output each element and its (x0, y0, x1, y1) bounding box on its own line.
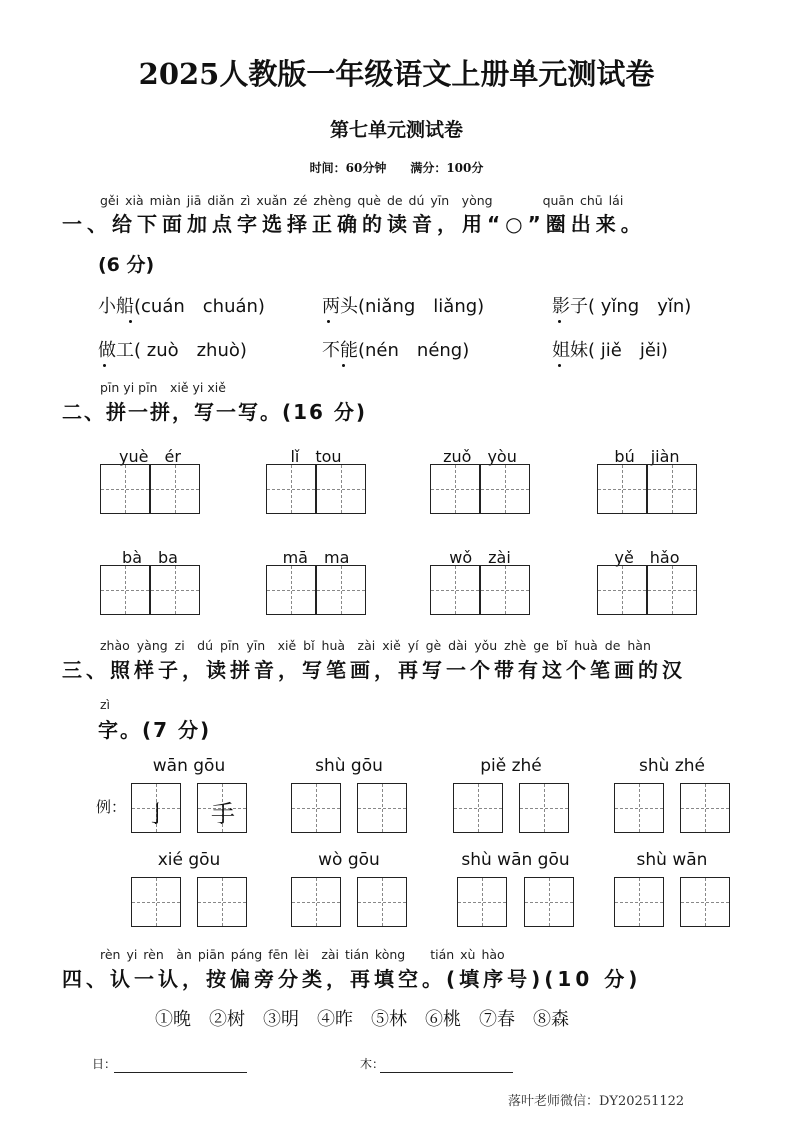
example-character: 手 (211, 800, 235, 828)
section1-score: (6 分) (98, 254, 155, 276)
writing-grid-box[interactable] (100, 464, 150, 514)
item-options[interactable]: (cuán chuán) (134, 296, 265, 317)
writing-grid-box[interactable] (316, 565, 366, 615)
item-4 (98, 336, 247, 362)
writing-grid-box[interactable] (597, 464, 647, 514)
item-5 (322, 336, 469, 362)
example-character: 亅 (145, 800, 169, 828)
stroke-name-label: piě zhé (480, 756, 542, 776)
stroke-name-label: shù zhé (639, 756, 705, 776)
writing-grid-box[interactable] (291, 877, 341, 927)
writing-grid-box[interactable] (357, 783, 407, 833)
item-word: 姐妹 (552, 340, 588, 361)
writing-grid-box[interactable] (100, 565, 150, 615)
writing-grid-box[interactable] (316, 464, 366, 514)
item-options[interactable]: ( yǐng yǐn) (588, 296, 692, 317)
item-options[interactable]: (niǎng liǎng) (358, 296, 485, 317)
item-options[interactable]: ( zuò zhuò) (134, 340, 247, 361)
pinyin-label: lǐ tou (290, 447, 342, 466)
section4-pinyin: rèn yi rèn àn piān páng fēn lèi zài tián kòng tián xù hào (100, 947, 505, 962)
section3-pinyin: zhào yàng zi dú pīn yīn xiě bǐ huà zài xiě yí gè dài yǒu zhè ge bǐ huà de hàn (100, 638, 651, 653)
page-title: 2025人教版一年级语文上册单元测试卷 (138, 57, 655, 91)
example-label: 例： (96, 798, 127, 816)
wood-radical-label: 木： (360, 1057, 385, 1071)
writing-grid-box[interactable] (197, 783, 247, 833)
section2-pinyin: pīn yi pīn xiě yi xiě (100, 380, 226, 395)
writing-grid-box[interactable] (614, 877, 664, 927)
writing-grid-box[interactable] (291, 783, 341, 833)
writing-grid-box[interactable] (597, 565, 647, 615)
writing-grid-box[interactable] (357, 877, 407, 927)
stroke-name-label: shù gōu (315, 756, 383, 776)
writing-grid-box[interactable] (614, 783, 664, 833)
section3-pinyin2: zì (100, 697, 111, 712)
writing-grid-box[interactable] (430, 565, 480, 615)
item-options[interactable]: ( jiě jěi) (588, 340, 668, 361)
pinyin-label: yuè ér (119, 447, 181, 466)
item-1 (98, 292, 265, 318)
writing-grid-box[interactable] (519, 783, 569, 833)
watermark: 落叶老师微信：DY20251122 (508, 1094, 685, 1109)
writing-grid-box[interactable] (680, 877, 730, 927)
sun-radical-answer-line[interactable] (114, 1071, 247, 1073)
section4-heading: 四、认一认，按偏旁分类，再填空。(填序号)(10 分) (62, 967, 642, 991)
writing-grid-box[interactable] (647, 565, 697, 615)
pinyin-label: wǒ zài (449, 548, 511, 567)
writing-grid-box[interactable] (680, 783, 730, 833)
stroke-name-label: shù wān (636, 850, 708, 870)
pinyin-label: zuǒ yòu (443, 447, 517, 466)
item-word: 做工 (98, 340, 134, 361)
stroke-name-label: shù wān gōu (461, 850, 570, 870)
section3-heading: 三、照样子，读拼音，写笔画，再写一个带有这个笔画的汉 (62, 658, 686, 682)
character-list: ①晚 ②树 ③明 ④昨 ⑤林 ⑥桃 ⑦春 ⑧森 (155, 1009, 569, 1030)
emphasis-dot (558, 320, 561, 323)
writing-grid-box[interactable] (150, 565, 200, 615)
item-word: 两头 (322, 296, 358, 317)
emphasis-dot (103, 364, 106, 367)
stroke-name-label: wān gōu (152, 756, 226, 776)
item-6 (552, 336, 668, 362)
writing-grid-box[interactable] (453, 783, 503, 833)
writing-grid-box[interactable] (524, 877, 574, 927)
emphasis-dot (558, 364, 561, 367)
pinyin-label: mā ma (282, 548, 350, 567)
emphasis-dot (129, 320, 132, 323)
writing-grid-box[interactable] (480, 565, 530, 615)
stroke-name-label: wò gōu (318, 850, 380, 870)
item-word: 小船 (98, 296, 134, 317)
writing-grid-box[interactable] (150, 464, 200, 514)
item-word: 不能 (322, 340, 358, 361)
pinyin-label: yě hǎo (614, 548, 680, 567)
item-3 (552, 292, 691, 318)
writing-grid-box[interactable] (266, 464, 316, 514)
exam-info: 时间：60分钟 满分：100分 (309, 161, 484, 175)
item-word: 影子 (552, 296, 588, 317)
unit-title: 第七单元测试卷 (329, 119, 463, 141)
writing-grid-box[interactable] (197, 877, 247, 927)
section2-heading: 二、拼一拼，写一写。(16 分) (62, 400, 368, 424)
writing-grid-box[interactable] (131, 783, 181, 833)
writing-grid-box[interactable] (131, 877, 181, 927)
writing-grid-box[interactable] (480, 464, 530, 514)
writing-grid-box[interactable] (647, 464, 697, 514)
pinyin-label: bú jiàn (614, 447, 680, 466)
emphasis-dot (342, 364, 345, 367)
section1-heading: 一、给下面加点字选择正确的读音，用“○”圈出来。 (62, 212, 646, 236)
pinyin-label: bà ba (122, 548, 178, 567)
emphasis-dot (327, 320, 330, 323)
writing-grid-box[interactable] (457, 877, 507, 927)
section1-pinyin: gěi xià miàn jiā diǎn zì xuǎn zé zhèng què de dú yīn yòng quān chū lái (100, 193, 624, 208)
stroke-name-label: xié gōu (157, 850, 221, 870)
item-2 (322, 292, 484, 318)
wood-radical-answer-line[interactable] (380, 1071, 513, 1073)
section3-heading2: 字。(7 分) (98, 718, 212, 742)
writing-grid-box[interactable] (266, 565, 316, 615)
writing-grid-box[interactable] (430, 464, 480, 514)
sun-radical-label: 日： (92, 1057, 117, 1071)
item-options[interactable]: (nén néng) (358, 340, 470, 361)
